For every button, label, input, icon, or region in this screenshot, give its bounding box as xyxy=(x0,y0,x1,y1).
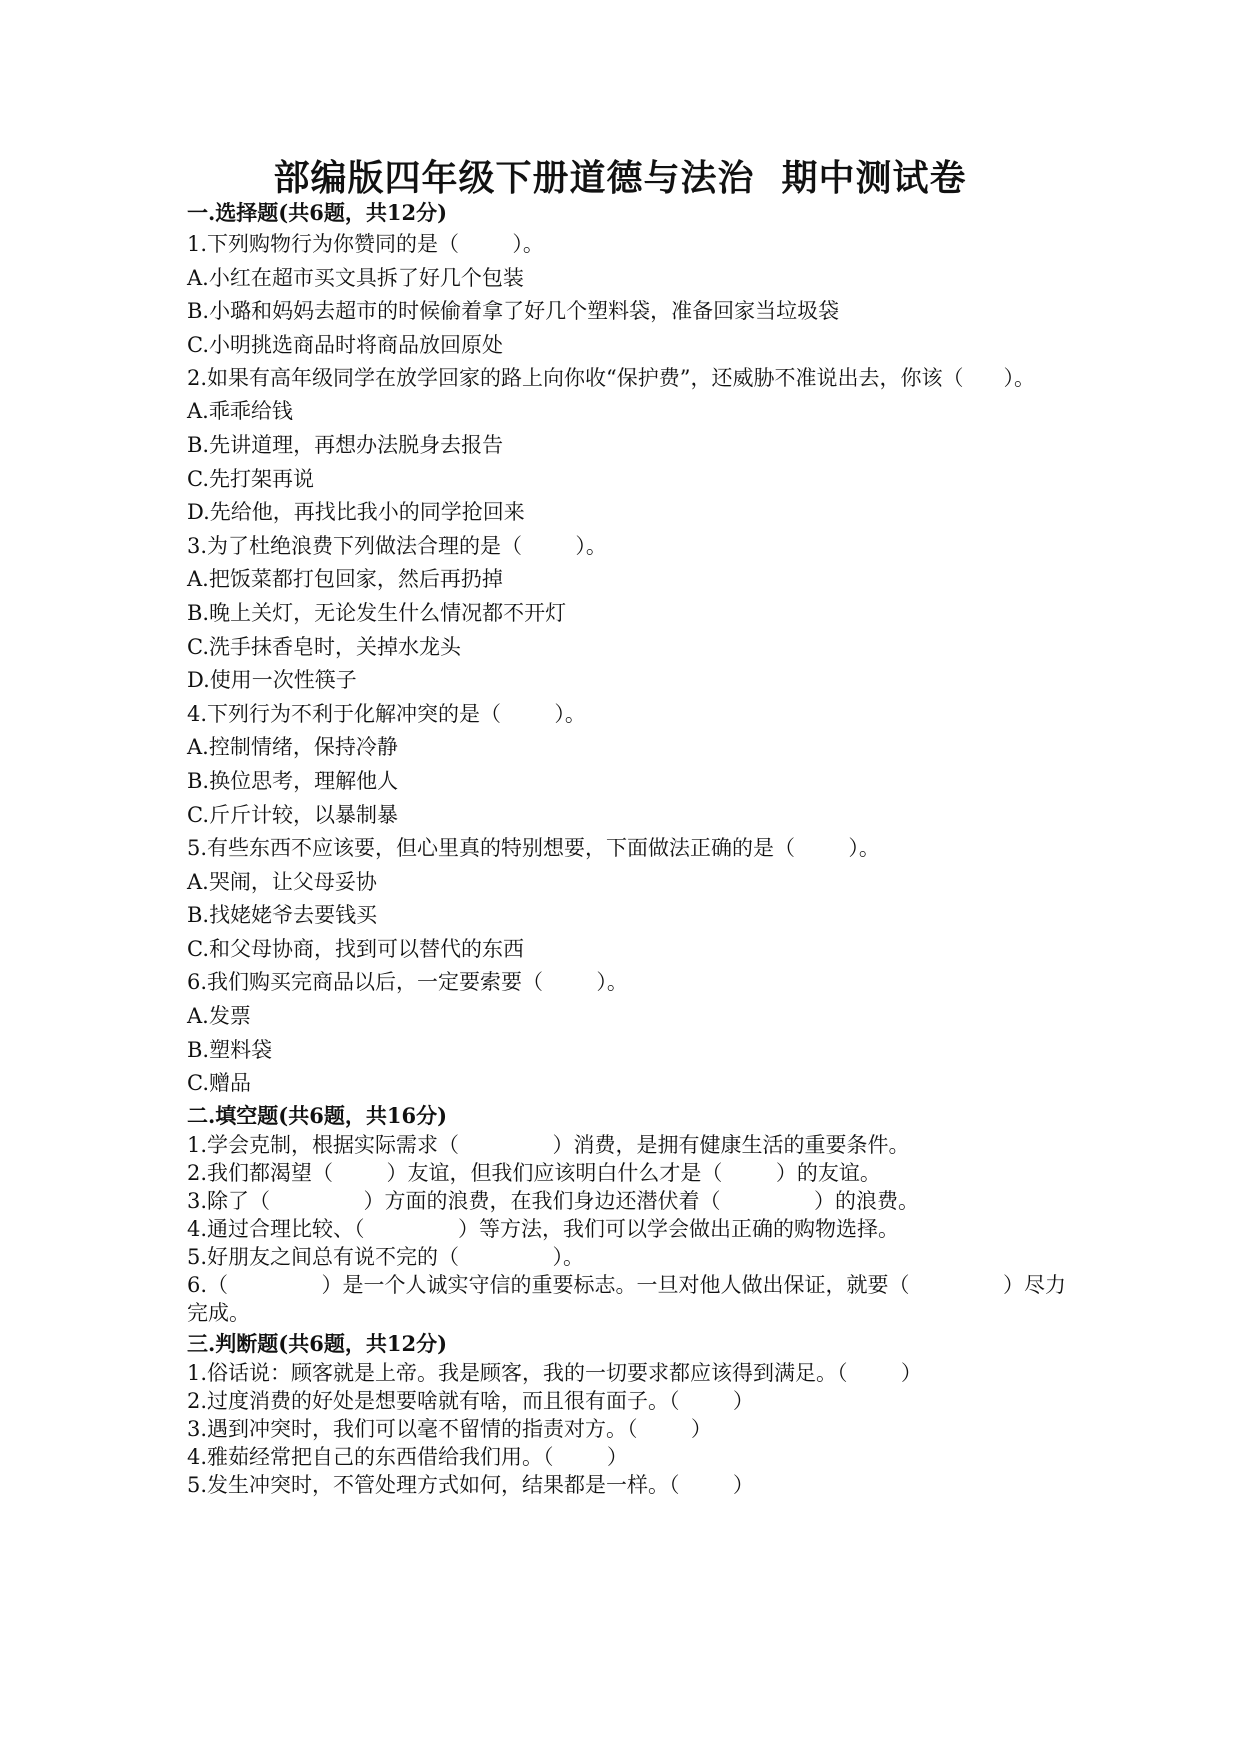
question-1 xyxy=(187,228,1067,362)
page-title: 部编版四年级下册道德与法治 期中测试卷 xyxy=(273,157,967,199)
section-heading-true-false: 三.判断题(共6题，共12分) xyxy=(187,1330,448,1356)
option-a: A.小红在超市买文具拆了好几个包装 xyxy=(187,265,524,290)
judge-item: 1.俗话说：顾客就是上帝。我是顾客，我的一切要求都应该得到满足。（ ） xyxy=(187,1360,922,1385)
question-stem: 4.下列行为不利于化解冲突的是（ ）。 xyxy=(187,701,586,726)
option-c: C.和父母协商，找到可以替代的东西 xyxy=(187,936,524,961)
question-stem: 2.如果有高年级同学在放学回家的路上向你收“保护费”，还威胁不准说出去，你该（ ）。 xyxy=(187,366,1036,391)
fill-item: 2.我们都渴望（ ）友谊，但我们应该明白什么才是（ ）的友谊。 xyxy=(187,1160,881,1185)
section-heading-multiple-choice: 一.选择题(共6题，共12分) xyxy=(187,200,448,225)
option-c: C.洗手抹香皂时，关掉水龙头 xyxy=(187,634,461,659)
option-b: B.找姥姥爷去要钱买 xyxy=(187,903,378,928)
exam-content xyxy=(187,198,1067,1499)
question-6 xyxy=(187,966,1067,1100)
option-c: C.赠品 xyxy=(187,1071,251,1096)
question-4 xyxy=(187,698,1067,832)
fill-item: 4.通过合理比较、（ ）等方法，我们可以学会做出正确的购物选择。 xyxy=(187,1216,899,1241)
option-c: C.斤斤计较，以暴制暴 xyxy=(187,802,398,827)
option-b: B.小璐和妈妈去超市的时候偷着拿了好几个塑料袋，准备回家当垃圾袋 xyxy=(187,299,840,324)
judge-item: 2.过度消费的好处是想要啥就有啥，而且很有面子。（ ） xyxy=(187,1388,754,1413)
option-b: B.晚上关灯，无论发生什么情况都不开灯 xyxy=(187,600,567,625)
fill-item: 6.（ ）是一个人诚实守信的重要标志。一旦对他人做出保证，就要（ ）尽力完成。 xyxy=(187,1272,1066,1325)
option-c: C.先打架再说 xyxy=(187,466,314,491)
option-d: D.先给他，再找比我小的同学抢回来 xyxy=(187,500,525,525)
question-stem: 5.有些东西不应该要，但心里真的特别想要，下面做法正确的是（ ）。 xyxy=(187,836,880,861)
question-stem: 1.下列购物行为你赞同的是（ ）。 xyxy=(187,232,544,256)
question-5 xyxy=(187,832,1067,966)
option-a: A.控制情绪，保持冷静 xyxy=(187,735,398,760)
question-3 xyxy=(187,530,1067,698)
option-a: A.哭闹，让父母妥协 xyxy=(187,869,377,894)
option-b: B.先讲道理，再想办法脱身去报告 xyxy=(187,432,504,457)
judge-item: 4.雅茹经常把自己的东西借给我们用。（ ） xyxy=(187,1444,628,1469)
question-2 xyxy=(187,362,1067,529)
option-b: B.换位思考，理解他人 xyxy=(187,768,399,793)
option-d: D.使用一次性筷子 xyxy=(187,668,357,693)
question-stem: 6.我们购买完商品以后，一定要索要（ ）。 xyxy=(187,970,628,995)
option-b: B.塑料袋 xyxy=(187,1037,273,1062)
section-heading-fill-in-blank: 二.填空题(共6题，共16分) xyxy=(187,1102,448,1128)
option-c: C.小明挑选商品时将商品放回原处 xyxy=(187,332,503,357)
option-a: A.发票 xyxy=(187,1004,251,1029)
option-a: A.把饭菜都打包回家，然后再扔掉 xyxy=(187,567,503,592)
judge-item: 5.发生冲突时，不管处理方式如何，结果都是一样。（ ） xyxy=(187,1472,754,1497)
fill-item: 3.除了（ ）方面的浪费，在我们身边还潜伏着（ ）的浪费。 xyxy=(187,1188,919,1213)
question-stem: 3.为了杜绝浪费下列做法合理的是（ ）。 xyxy=(187,533,607,558)
fill-item: 1.学会克制，根据实际需求（ ）消费，是拥有健康生活的重要条件。 xyxy=(187,1132,910,1157)
option-a: A.乖乖给钱 xyxy=(187,399,293,424)
judge-item: 3.遇到冲突时，我们可以毫不留情的指责对方。（ ） xyxy=(187,1416,712,1441)
fill-item: 5.好朋友之间总有说不完的（ ）。 xyxy=(187,1244,584,1269)
